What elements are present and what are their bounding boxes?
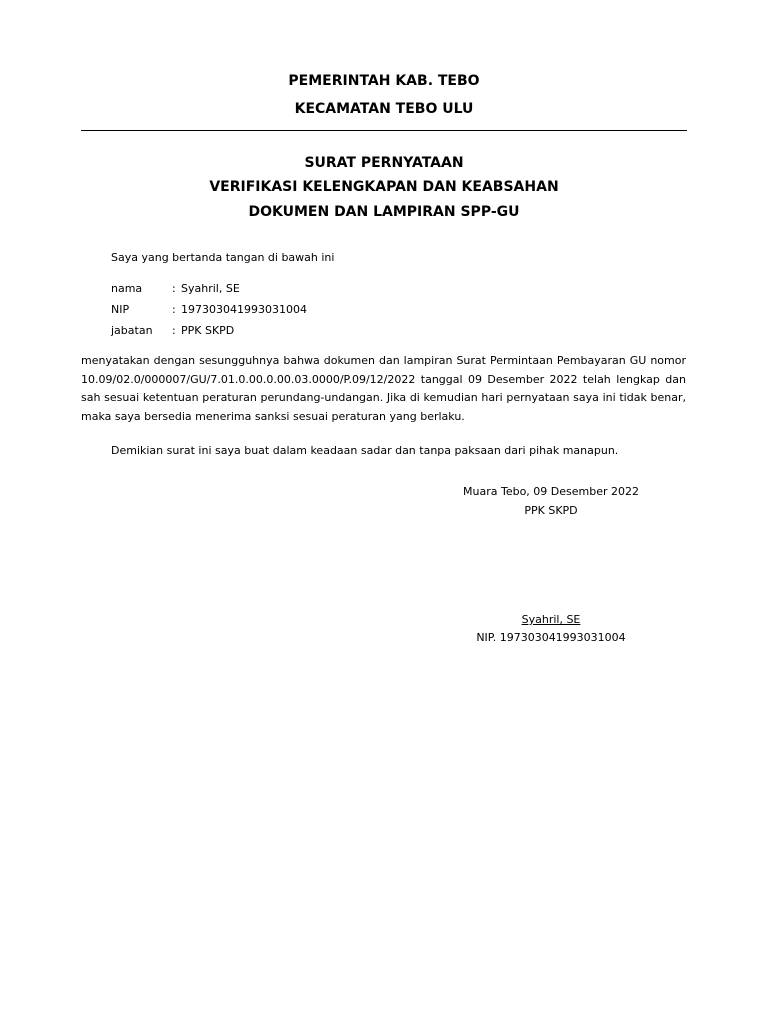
identity-separator: : [172,324,176,337]
identity-label-nip: NIP [111,303,130,316]
closing-text: Demikian surat ini saya buat dalam keadaan sadar dan tanpa paksaan dari pihak manapun. [111,444,619,457]
identity-value-position: PPK SKPD [181,324,235,337]
signature-position: PPK SKPD [524,504,578,517]
header-government: PEMERINTAH KAB. TEBO [288,73,480,89]
header-district: KECAMATAN TEBO ULU [294,101,474,117]
document-title: SURAT PERNYATAAN [304,155,464,171]
signature-place-date: Muara Tebo, 09 Desember 2022 [463,485,639,498]
identity-separator: : [172,282,176,295]
identity-value-name: Syahril, SE [181,282,240,295]
identity-separator: : [172,303,176,316]
document-subtitle-2: DOKUMEN DAN LAMPIRAN SPP-GU [248,204,520,220]
header-divider [81,130,687,131]
document-subtitle-1: VERIFIKASI KELENGKAPAN DAN KEABSAHAN [209,179,559,195]
identity-value-nip: 197303041993031004 [181,303,307,316]
signature-name-wrap [430,613,672,626]
identity-label-name: nama [111,282,143,295]
signature-nip: NIP. 197303041993031004 [476,631,626,644]
signature-name: Syahril, SE [521,613,581,626]
statement-paragraph: menyatakan dengan sesungguhnya bahwa dokumen dan lampiran Surat Permintaan Pembayaran GU nomor 10.09/02.0/000007/GU/7.01.0.00.0.00.03.0000/P.09/12/2022 tanggal 09 Desember 2022 telah lengkap dan sah sesuai ketentuan peraturan perundang-undangan. Jika di kemudian hari pernyataan saya ini tidak benar, maka saya bersedia menerima sanksi sesuai peraturan yang berlaku. [81,354,686,424]
intro-text: Saya yang bertanda tangan di bawah ini [111,251,335,264]
identity-label-position: jabatan [111,324,153,337]
